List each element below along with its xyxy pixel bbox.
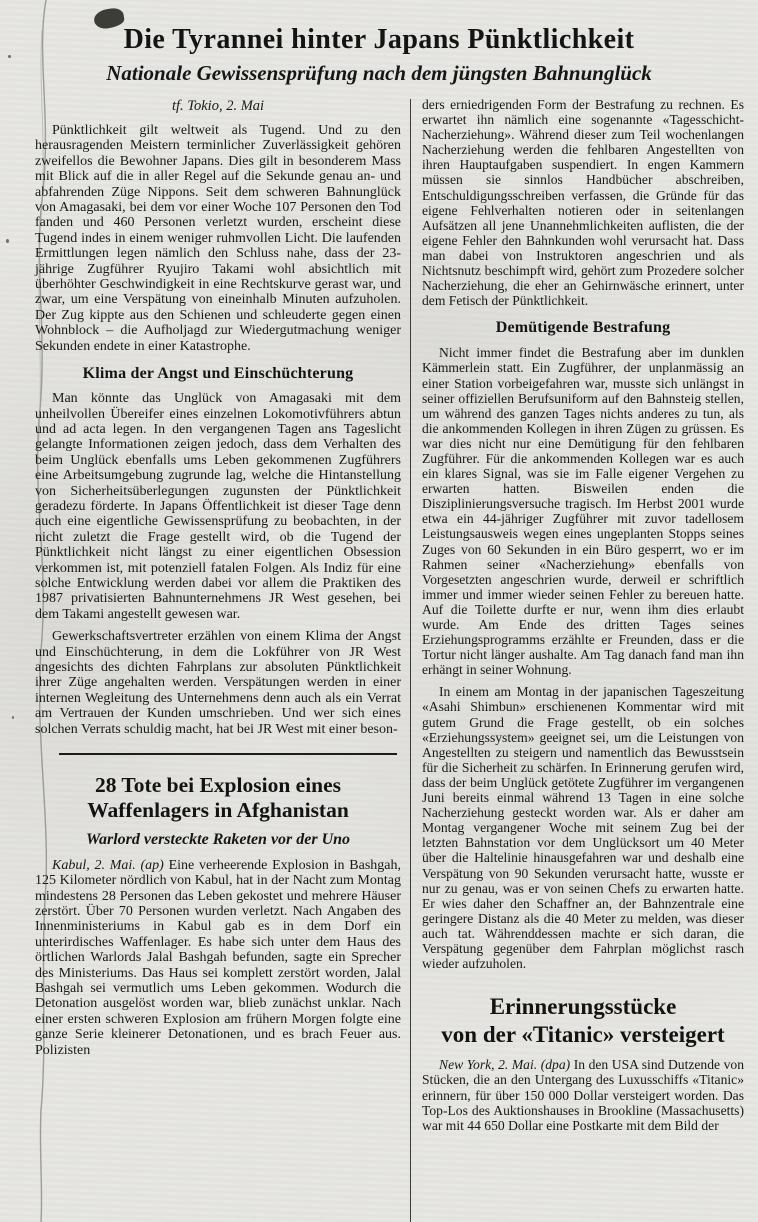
paragraph <box>422 1057 744 1132</box>
paragraph: Man könnte das Unglück von Amagasaki mit dem unheilvollen Übereifer eines einzelnen Lokomotivführers abtun und ad acta legen. In den vergangenen Tagen ans Tageslicht gelangte Informationen zeigen jedoch, dass dem Verhalten des beim Unglück ebenfalls ums Leben gekommenen Zugführers eine Arbeitsumgebung zugrunde lag, welche die Hintanstellung von Sicherheitsüberlegungen zugunsten der Pünktlichkeit geradezu förderte. In Japans Öffentlichkeit ist dieser Tage denn auch eine eigentliche Gewissensprüfung zu beobachten, in der nicht zuletzt die Frage gestellt wird, ob die Tugend der Pünktlichkeit nicht längst zu einer eigentlichen Obsession verkommen ist, mit potenziell fatalen Folgen. Als Indiz für eine solche Entwicklung werden dabei vor allem die Praktiken des 1987 privatisierten Bahnunternehmens JR West gesehen, bei dem Takami angestellt gewesen war. <box>35 391 401 622</box>
left-column <box>35 97 401 1222</box>
article-columns <box>0 97 758 1222</box>
headline-line: von der «Titanic» versteigert <box>441 1021 725 1047</box>
paragraph-text: In den USA sind Dutzende von Stücken, die an den Untergang des Luxusschiffs «Titanic» erinnern, für über 150 000 Dollar versteigert worden. Das Top-Los des Auktionshauses in Brookline (Massachusetts) war mit 44 650 Dollar eine Postkarte mit dem Bild der <box>422 1057 744 1133</box>
dateline: Kabul, 2. Mai. (ap) <box>52 857 164 873</box>
paragraph <box>35 858 401 1058</box>
scan-speck <box>12 716 14 719</box>
article-titanic <box>422 993 744 1133</box>
column-divider <box>410 99 411 1222</box>
afghanistan-headline <box>35 773 401 824</box>
section-heading-bestrafung: Demütigende Bestrafung <box>495 319 671 337</box>
paragraph: In einem am Montag in der japanischen Tageszeitung «Asahi Shimbun» erschienenen Kommentar wird mit gutem Grund die Frage gestellt, ob ein solches «Erziehungssystem» geeignet sei, um die Leistungen von Angestellten zu steigern und namentlich das Bewusstsein für die Sicherheit zu schärfen. In Erinnerung gerufen wird, dass der beim Unglück getötete Zugführer im vergangenen Juni bereits einmal während 13 Tagen in eine solche Nacherziehung gesteckt worden war. Als er daher am Montag vergangener Woche mit seinem Zug bei der letzten Bahnstation vor dem Unglücksort um 40 Meter über die Haltelinie hinausgefahren war und deshalb eine Verspätung von 90 Sekunden verursacht hatte, wusste er nur zu genau, was er von seinen Chefs zu erwarten hatte. Er wies daher den Schaffner an, der Bahnzentrale eine geringere Distanz als die 40 Meter zu melden, was dieser auch tat. Währenddessen machte er sich daran, die Verspätung gegenüber dem Fahrplan möglichst rasch wieder aufzuholen. <box>422 684 744 972</box>
article-separator-rule <box>59 753 397 755</box>
paragraph-text: Eine verheerende Explosion in Bashgah, 125 Kilometer nördlich von Kabul, hat in der Nacht zum Montag mindestens 28 Personen das Leben gekostet und mehrere Häuser zerstört. Über 70 Personen wurden verletzt. Nach Angaben des Innenministeriums in Kabul gab es in dem Dorf ein unterirdisches Waffenlager. Es habe sich unter dem Haus des örtlichen Warlords Jalal Bashgah befunden, sagte ein Sprecher des Ministeriums. Das Haus sei komplett zerstört worden, Jalal Bashgah sei vermutlich ums Leben gekommen. Wodurch die Detonation ausgelöst worden war, blieb zunächst unklar. Nach einer ersten schweren Explosion am frühern Morgen folgte eine ganze Serie kleinerer Detonationen, und es brach Feuer aus. Polizisten <box>35 857 402 1058</box>
titanic-headline <box>422 993 744 1048</box>
headline-line: 28 Tote bei Explosion eines <box>94 773 342 798</box>
section-heading-klima: Klima der Angst und Einschüchterung <box>82 365 354 383</box>
article-afghanistan <box>35 773 401 1058</box>
dateline: New York, 2. Mai. (dpa) <box>439 1057 571 1073</box>
right-column <box>422 97 744 1222</box>
paragraph: Nicht immer findet die Bestrafung aber im dunklen Kämmerlein statt. Ein Zugführer, der unplanmässig an einer Station vorbeigefahren war, musste sich unlängst in seiner offiziellen Berufsuniform auf den Bahnsteig stellen, um während des ganzen Tages nichts anderes zu tun, als die ankommenden Kollegen in ihren Zügen zu grüssen. Es war dies nicht nur eine Demütigung für den fehlbaren Zugführer. Für die ankommenden Kollegen war es auch ein klares Signal, was sie im Falle eigener Vergehen zu erwarten hatten. Bisweilen enden die Disziplinierungsversuche tragisch. Im Herbst 2001 wurde etwa ein 44-jähriger Zugführer mit zuvor tadellosem Leistungsausweis wegen eines ungeplanten Stopps seines Zuges von 60 Sekunden in ein Büro gesperrt, wo er im Rahmen seiner «Nacherziehung» ebenfalls von Vorgesetzten angeschrien wurde, derweil er schriftlich immer und immer wieder seinen Fehler zu bereuen hatte. Auf die Toilette durfte er nur, wenn ihm dies erlaubt wurde. Am Ende des dritten Tages seines Erziehungsprogramms erzählte er Freunden, dass er die Tortur nicht länger aushalte. Am Tag danach fand man ihn erhängt in seiner Wohnung. <box>422 345 744 678</box>
paragraph: Gewerkschaftsvertreter erzählen von einem Klima der Angst und Einschüchterung, in dem die Lokführer von JR West angesichts des dichten Fahrplans zur absoluten Pünktlichkeit ihrer Züge angehalten werden. Verspätungen werden in einer internen Wegleitung des Unternehmens denn auch als ein Verrat am Vertrauen der Kunden umschrieben. Und wer sich eines solchen Verrats schuldig macht, hat bei JR West mit einer beson- <box>35 629 401 737</box>
main-subheadline: Nationale Gewissensprüfung nach dem jüngsten Bahnunglück <box>106 61 652 85</box>
paragraph: ders erniedrigenden Form der Bestrafung zu rechnen. Es erwartet ihn nämlich eine sogenannte «Tagesschicht-Nacherziehung». Während dieser zum Teil wochenlangen Nacherziehung werden die fehlbaren Angestellten von ihren Hauptaufgaben suspendiert. In engen Kammern müssen sie sinnlos Handbücher abschreiben, Entschuldigungsschreiben verfassen, die Gründe für das eigene Fehlverhalten notieren oder in seitenlangen Aufsätzen all jene Unannehmlichkeiten auflisten, die der eigene Fehler den Bahnkunden wohl verursacht hat. Dass man dabei von Instruktoren angeschrien und als Nichtsnutz beschimpft wird, gehört zum Prozedere solcher Nacherziehung, die eher an Gehirnwäsche erinnert, unter dem Fetisch der Pünktlichkeit. <box>422 97 744 309</box>
scan-speck <box>6 239 9 243</box>
paragraph: Pünktlichkeit gilt weltweit als Tugend. Und zu den herausragenden Meistern terminlicher Zuverlässigkeit gehören zweifellos die Bewohner Japans. Dies gilt in besonderem Mass mit Blick auf die in aller Regel auf die Sekunde genau an- und abfahrenden Züge Nippons. Seit dem schweren Bahnunglück von Amagasaki, bei dem vor einer Woche 107 Personen den Tod fanden und 460 Personen verletzt wurden, erscheint diese Tugend indes in einem weniger ruhmvollen Licht. Die laufenden Ermittlungen legen nämlich den Schluss nahe, dass der 23-jährige Zugführer Ryujiro Takami wohl absichtlich mit überhöhter Geschwindigkeit in eine Rechtskurve gerast war, und zwar, um eine Verspätung von eineinhalb Minuten aufzuholen. Der Zug kippte aus den Schienen und schleuderte gegen einen Wohnblock – die Aufholjagd zur Wiedergutmachung weniger Sekunden endete in einer Katastrophe. <box>35 123 401 354</box>
main-headline: Die Tyrannei hinter Japans Pünktlichkeit <box>123 24 635 55</box>
byline: tf. Tokio, 2. Mai <box>171 98 265 114</box>
headline-line: Waffenlagers in Afghanistan <box>87 798 349 823</box>
article-header <box>0 24 758 86</box>
afghanistan-subheadline: Warlord versteckte Raketen vor der Uno <box>85 830 351 848</box>
headline-line: Erinnerungsstücke <box>489 994 677 1020</box>
